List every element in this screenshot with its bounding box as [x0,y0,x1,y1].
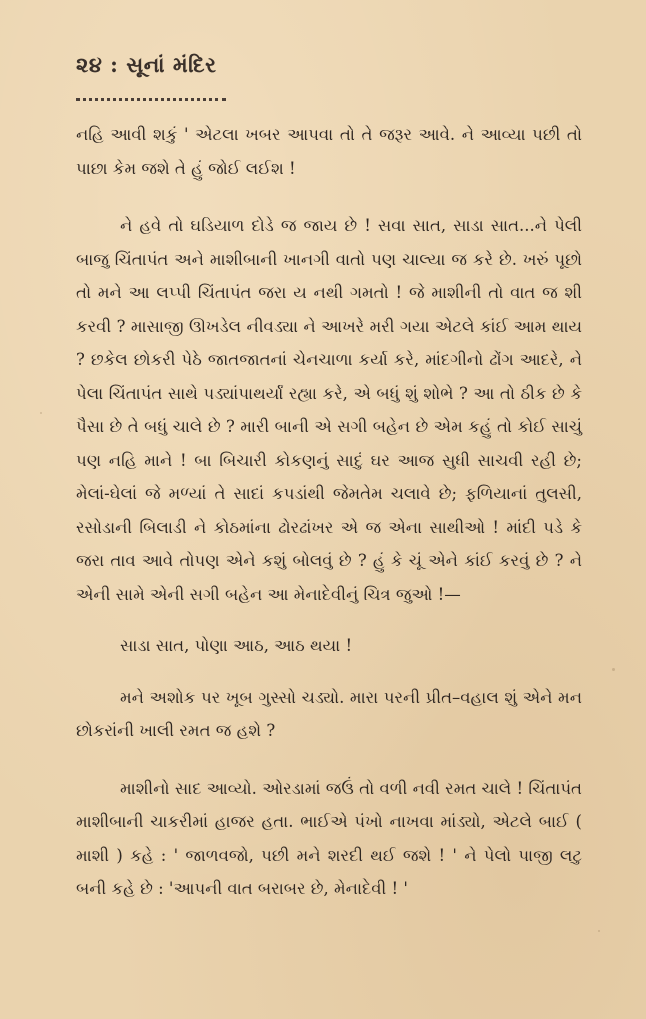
paper-speck [40,412,42,414]
paragraph-2: ને હવે તો ઘડિયાળ દોડે જ જાય છે ! સવા સાત, સાડા સાત...ને પેલી બાજુ ચિંતાપંત અને માશીબાની ખાનગી વાતો પણ ચાલ્યા જ કરે છે. ખરું પૂછો તો મને આ લપ્પી ચિંતાપંત જરા ય નથી ગમતો ! જે માશીની તો વાત જ શી કરવી ? માસાજી ઊખડેલ નીવડ્યા ને આખરે મરી ગયા એટલે કાંઈ આમ થાય ? છકેલ છોકરી પેઠે જાતજાતનાં ચેનચાળા કર્યા કરે, માંદગીનો ઢોંગ આદરે, ને પેલા ચિંતાપંત સાથે પડ્યાંપાથર્યાં રહ્યા કરે, એ બધું શું શોભે ? આ તો ઠીક છે કે પૈસા છે તે બધું ચાલે છે ? મારી બાની એ સગી બહેન છે એમ કહું તો કોઈ સાચું પણ નહિ માને ! બા બિચારી કોકણનું સાદું ઘર આજ સુધી સાચવી રહી છે; મેલાં-ઘેલાં જે મળ્યાં તે સાદાં કપડાંથી જેમતેમ ચલાવે છે; ફળિયાનાં તુલસી, રસોડાની બિલાડી ને કોઠમાંના ઢોરઢાંખર એ જ એના સાથીઓ ! માંદી પડે કે જરા તાવ આવે તોપણ એને કશું બોલવું છે ? હું કે ચૂં એને કાંઈ કરવું છે ? ને એની સામે એની સગી બહેન આ મેનાદેવીનું ચિત્ર જુઓ !— [76,216,582,604]
body-text [76,118,582,906]
paper-speck [612,668,615,671]
paragraph-4: મને અશોક પર ખૂબ ગુસ્સો ચડ્યો. મારા પરની પ્રીત–વહાલ શું એને મન છોકરાંની ખાલી રમત જ હશે ? [76,687,582,740]
paper-speck [598,930,600,932]
paragraph-1: નહિ આવી શકું ' એટલા ખબર આપવા તો તે જરૂર આવે. ને આવ્યા પછી તો પાછા કેમ જશે તે હું જોઈ લઈશ ! [76,125,582,178]
paragraph-3: સાડા સાત, પોણા આઠ, આઠ થયા ! [120,636,353,655]
page-header: ૨૪ : સૂનાં મંદિર [76,52,217,77]
paragraph-5: માશીનો સાદ આવ્યો. ઓરડામાં જઉં તો વળી નવી રમત ચાલે ! ચિંતાપંત માશીબાની ચાકરીમાં હાજર હતા. ભાઈએ પંખો નાખવા માંડ્યો, એટલે બાઈ ( માશી ) કહે : ' જાળવજો, પછી મને શરદી થઈ જશે ! ' ને પેલો પાજી લટુ બની કહે છે : 'આપની વાત બરાબર છે, મેનાદેવી ! ' [76,778,582,898]
header-divider [76,98,226,101]
